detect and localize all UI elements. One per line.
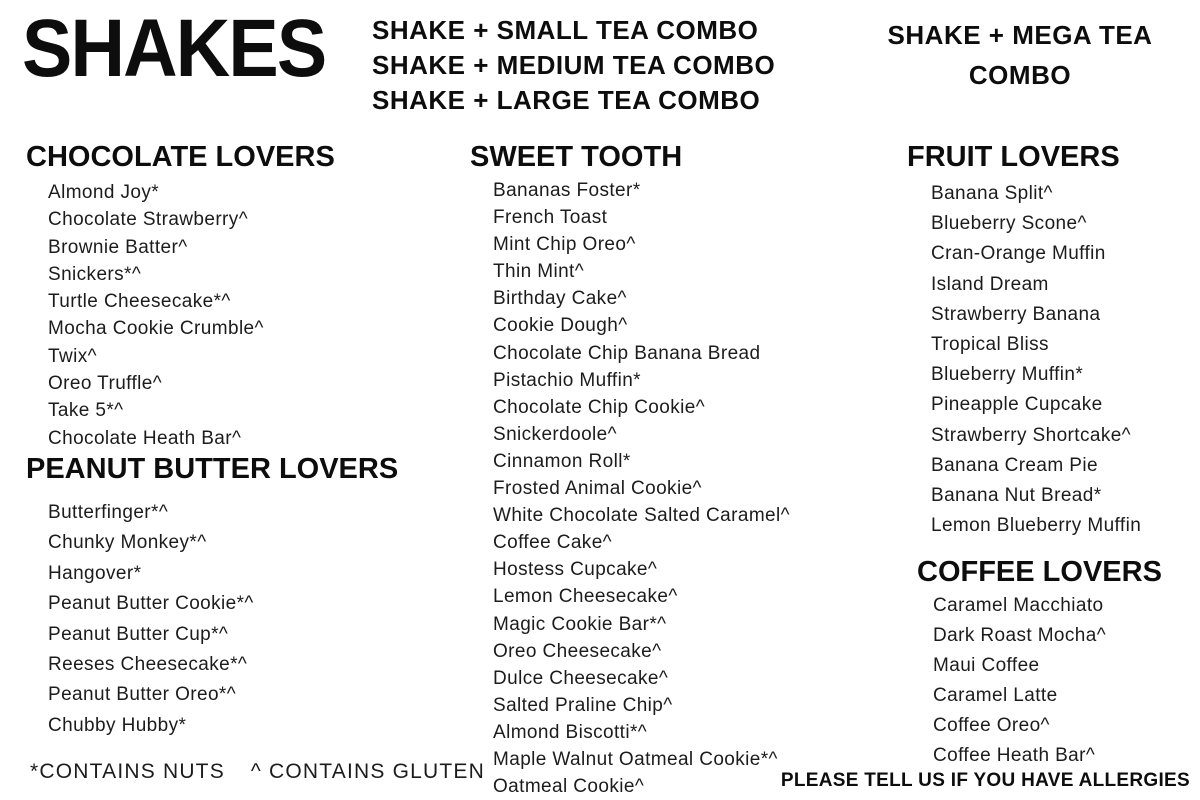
menu-item: Tropical Bliss bbox=[931, 333, 1049, 355]
footnote-allergy-notice: PLEASE TELL US IF YOU HAVE ALLERGIES bbox=[780, 770, 1190, 791]
menu-item: Frosted Animal Cookie^ bbox=[493, 478, 702, 500]
menu-item: Brownie Batter^ bbox=[48, 236, 188, 258]
menu-item: Lemon Cheesecake^ bbox=[493, 586, 678, 608]
combo-banner-center bbox=[372, 13, 775, 118]
menu-item: Pistachio Muffin* bbox=[493, 369, 641, 391]
menu-item: Banana Split^ bbox=[931, 183, 1053, 204]
menu-item: Almond Biscotti*^ bbox=[493, 721, 648, 743]
menu-item: Hangover* bbox=[48, 562, 142, 584]
combo-line-large: SHAKE + LARGE TEA COMBO bbox=[372, 85, 761, 115]
menu-item: Thin Mint^ bbox=[493, 261, 585, 283]
menu-item: Chocolate Heath Bar^ bbox=[48, 427, 242, 449]
footnote-allergen-key bbox=[30, 760, 485, 784]
combo-line-small: SHAKE + SMALL TEA COMBO bbox=[372, 15, 759, 45]
menu-item: Birthday Cake^ bbox=[493, 288, 627, 310]
combo-line-mega-2: COMBO bbox=[968, 60, 1072, 90]
item-list-coffee-lovers bbox=[933, 591, 1106, 771]
menu-item: Caramel Latte bbox=[933, 685, 1058, 706]
menu-item: Oatmeal Cookie^ bbox=[493, 776, 645, 798]
menu-item: Island Dream bbox=[931, 273, 1049, 295]
menu-item: Blueberry Muffin* bbox=[931, 364, 1084, 386]
menu-item: Banana Cream Pie bbox=[931, 454, 1098, 476]
menu-item: Oreo Truffle^ bbox=[48, 373, 163, 395]
menu-item: Coffee Cake^ bbox=[493, 532, 612, 554]
page-title: SHAKES bbox=[22, 3, 326, 94]
menu-item: Twix^ bbox=[48, 345, 97, 367]
menu-item: Cran-Orange Muffin bbox=[931, 243, 1106, 265]
menu-item: Pineapple Cupcake bbox=[931, 394, 1103, 416]
menu-item: Snickerdoole^ bbox=[493, 423, 617, 445]
menu-item: Dulce Cheesecake^ bbox=[493, 667, 669, 689]
menu-item: Oreo Cheesecake^ bbox=[493, 640, 662, 662]
item-list-peanut-butter-lovers bbox=[48, 498, 254, 741]
menu-item: Take 5*^ bbox=[48, 400, 124, 422]
menu-item: Magic Cookie Bar*^ bbox=[493, 613, 667, 635]
footnote-contains-nuts: *CONTAINS NUTS bbox=[30, 760, 225, 783]
menu-item: Chubby Hubby* bbox=[48, 714, 187, 736]
menu-item: Turtle Cheesecake*^ bbox=[48, 291, 231, 313]
menu-item: Peanut Butter Cup*^ bbox=[48, 623, 229, 645]
menu-item: Chocolate Chip Banana Bread bbox=[493, 342, 761, 364]
combo-line-medium: SHAKE + MEDIUM TEA COMBO bbox=[372, 50, 776, 80]
menu-item: Peanut Butter Oreo*^ bbox=[48, 684, 237, 706]
menu-item: Banana Nut Bread* bbox=[931, 484, 1102, 506]
section-header-fruit-lovers: FRUIT LOVERS bbox=[907, 141, 1120, 173]
menu-item: Cinnamon Roll* bbox=[493, 450, 631, 472]
menu-item: Maple Walnut Oatmeal Cookie*^ bbox=[493, 748, 778, 770]
menu-item: Lemon Blueberry Muffin bbox=[931, 515, 1142, 537]
menu-item: Maui Coffee bbox=[933, 655, 1040, 676]
menu-item: Chunky Monkey*^ bbox=[48, 532, 207, 554]
menu-item: Cookie Dough^ bbox=[493, 315, 628, 337]
menu-item: Strawberry Shortcake^ bbox=[931, 424, 1131, 446]
menu-item: French Toast bbox=[493, 207, 608, 229]
menu-item: Blueberry Scone^ bbox=[931, 213, 1087, 235]
section-header-sweet-tooth: SWEET TOOTH bbox=[470, 141, 683, 173]
item-list-sweet-tooth bbox=[493, 177, 790, 800]
menu-item: Strawberry Banana bbox=[931, 303, 1101, 325]
menu-item: Caramel Macchiato bbox=[933, 595, 1104, 616]
menu-item: Chocolate Chip Cookie^ bbox=[493, 396, 706, 418]
combo-line-mega-1: SHAKE + MEGA TEA bbox=[887, 20, 1153, 50]
menu-item: Butterfinger*^ bbox=[48, 502, 169, 523]
section-header-coffee-lovers: COFFEE LOVERS bbox=[917, 556, 1162, 588]
menu-item: Almond Joy* bbox=[48, 182, 160, 203]
menu-item: Mocha Cookie Crumble^ bbox=[48, 318, 264, 340]
item-list-chocolate-lovers bbox=[48, 179, 264, 452]
menu-item: Hostess Cupcake^ bbox=[493, 559, 658, 581]
section-header-chocolate-lovers: CHOCOLATE LOVERS bbox=[26, 141, 335, 173]
menu-item: Dark Roast Mocha^ bbox=[933, 625, 1107, 646]
menu-item: Coffee Heath Bar^ bbox=[933, 745, 1096, 766]
menu-item: Salted Praline Chip^ bbox=[493, 694, 673, 716]
menu-item: Chocolate Strawberry^ bbox=[48, 209, 249, 231]
menu-item: Snickers*^ bbox=[48, 263, 142, 285]
item-list-fruit-lovers bbox=[931, 179, 1141, 541]
combo-banner-mega bbox=[878, 15, 1162, 95]
menu-item: Bananas Foster* bbox=[493, 180, 641, 201]
menu-item: Reeses Cheesecake*^ bbox=[48, 653, 248, 675]
footnote-contains-gluten: ^ CONTAINS GLUTEN bbox=[250, 760, 485, 783]
menu-item: White Chocolate Salted Caramel^ bbox=[493, 505, 790, 527]
menu-item: Peanut Butter Cookie*^ bbox=[48, 593, 254, 615]
menu-item: Mint Chip Oreo^ bbox=[493, 234, 636, 256]
section-header-peanut-butter-lovers: PEANUT BUTTER LOVERS bbox=[26, 453, 399, 485]
menu-item: Coffee Oreo^ bbox=[933, 715, 1050, 736]
